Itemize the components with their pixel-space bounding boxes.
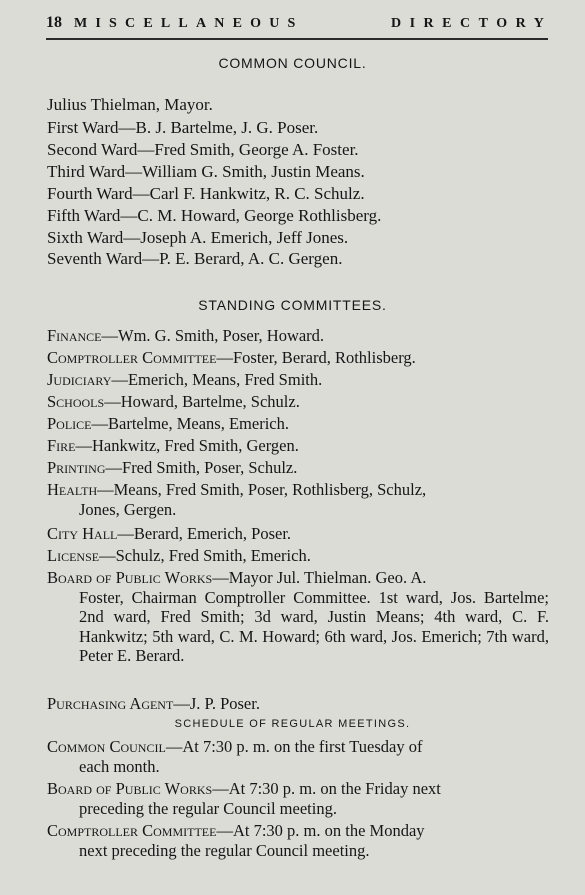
- common-council-title: COMMON COUNCIL.: [218, 55, 367, 71]
- committee-members: —Emerich, Means, Fred Smith.: [111, 370, 323, 389]
- committee-members: —Mayor Jul. Thielman. Geo. A.: [212, 568, 427, 587]
- meeting-label: Comptroller Committee: [47, 821, 217, 840]
- committee-entry: [47, 370, 549, 390]
- council-line: First Ward—B. J. Bartelme, J. G. Poser.: [47, 118, 319, 137]
- committee-continuation: Foster, Chairman Comptroller Committee. 1st ward, Jos. Bartelme; 2nd ward, Fred Smith; 3d ward, Justin Means; 4th ward, C. F. Hankwitz; 5th ward, C. M. Howard; 6th ward, Jos. Emerich; 7th ward, Peter E. Berard.: [79, 587, 549, 665]
- council-line: Fourth Ward—Carl F. Hankwitz, R. C. Schulz.: [47, 184, 365, 203]
- committee-members: —Wm. G. Smith, Poser, Howard.: [101, 326, 325, 345]
- committee-label: Printing: [47, 458, 106, 477]
- committee-entry: [47, 480, 549, 519]
- committee-members: —Hankwitz, Fred Smith, Gergen.: [75, 436, 299, 455]
- council-line: Fifth Ward—C. M. Howard, George Rothlisberg.: [47, 206, 382, 225]
- meeting-time: —At 7:30 p. m. on the Friday next: [212, 779, 441, 798]
- standing-committees-title: STANDING COMMITTEES.: [198, 297, 387, 313]
- meeting-continuation: each month.: [79, 756, 160, 776]
- council-line: Sixth Ward—Joseph A. Emerich, Jeff Jones.: [47, 228, 349, 247]
- committee-members: —Howard, Bartelme, Schulz.: [104, 392, 300, 411]
- meeting-continuation: preceding the regular Council meeting.: [79, 798, 337, 818]
- meeting-time: —At 7:30 p. m. on the first Tuesday of: [165, 737, 423, 756]
- committee-continuation: Jones, Gergen.: [79, 499, 177, 519]
- header-title-right: DIRECTORY: [391, 16, 553, 31]
- committee-label: Finance: [47, 326, 102, 345]
- running-header: [46, 14, 551, 36]
- committee-members: —Schulz, Fred Smith, Emerich.: [99, 546, 311, 565]
- meeting-entry: [47, 737, 549, 776]
- committee-entry: [47, 348, 549, 368]
- committee-members: —Foster, Berard, Rothlisberg.: [216, 348, 416, 367]
- committee-label: Fire: [47, 436, 76, 455]
- committee-members: —J. P. Poser.: [173, 694, 260, 713]
- meeting-label: Common Council: [47, 737, 166, 756]
- committee-label: Health: [47, 480, 98, 499]
- committee-entry: [47, 694, 549, 714]
- committee-entry: [47, 568, 549, 666]
- committee-entry: [47, 458, 549, 478]
- committee-members: —Berard, Emerich, Poser.: [117, 524, 292, 543]
- committee-members: —Means, Fred Smith, Poser, Rothlisberg, Schulz,: [97, 480, 427, 499]
- committee-entry: [47, 414, 549, 434]
- committee-members: —Fred Smith, Poser, Schulz.: [105, 458, 298, 477]
- header-rule: [46, 38, 548, 40]
- committee-label: Purchasing Agent: [47, 694, 174, 713]
- meeting-label: Board of Public Works: [47, 779, 213, 798]
- council-line: Seventh Ward—P. E. Berard, A. C. Gergen.: [47, 249, 343, 268]
- committee-label: City Hall: [47, 524, 118, 543]
- council-line: Second Ward—Fred Smith, George A. Foster.: [47, 140, 359, 159]
- committee-label: Schools: [47, 392, 105, 411]
- council-line: Third Ward—William G. Smith, Justin Means.: [47, 162, 365, 181]
- committee-label: Judiciary: [47, 370, 112, 389]
- committee-label: Comptroller Committee: [47, 348, 217, 367]
- meeting-entry: [47, 821, 549, 860]
- committee-entry: [47, 524, 549, 544]
- committee-members: —Bartelme, Means, Emerich.: [91, 414, 289, 433]
- meeting-continuation: next preceding the regular Council meeting.: [79, 840, 370, 860]
- committee-entry: [47, 392, 549, 412]
- council-line: Julius Thielman, Mayor.: [47, 95, 213, 114]
- committee-label: License: [47, 546, 100, 565]
- page-number: 18: [46, 14, 62, 31]
- committee-label: Police: [47, 414, 92, 433]
- schedule-title: SCHEDULE OF REGULAR MEETINGS.: [174, 718, 411, 730]
- header-title-left: MISCELLANEOUS: [74, 16, 304, 31]
- meeting-time: —At 7:30 p. m. on the Monday: [216, 821, 425, 840]
- committee-label: Board of Public Works: [47, 568, 213, 587]
- committee-entry: [47, 436, 549, 456]
- meeting-entry: [47, 779, 549, 818]
- committee-entry: [47, 546, 549, 566]
- committee-entry: [47, 326, 549, 346]
